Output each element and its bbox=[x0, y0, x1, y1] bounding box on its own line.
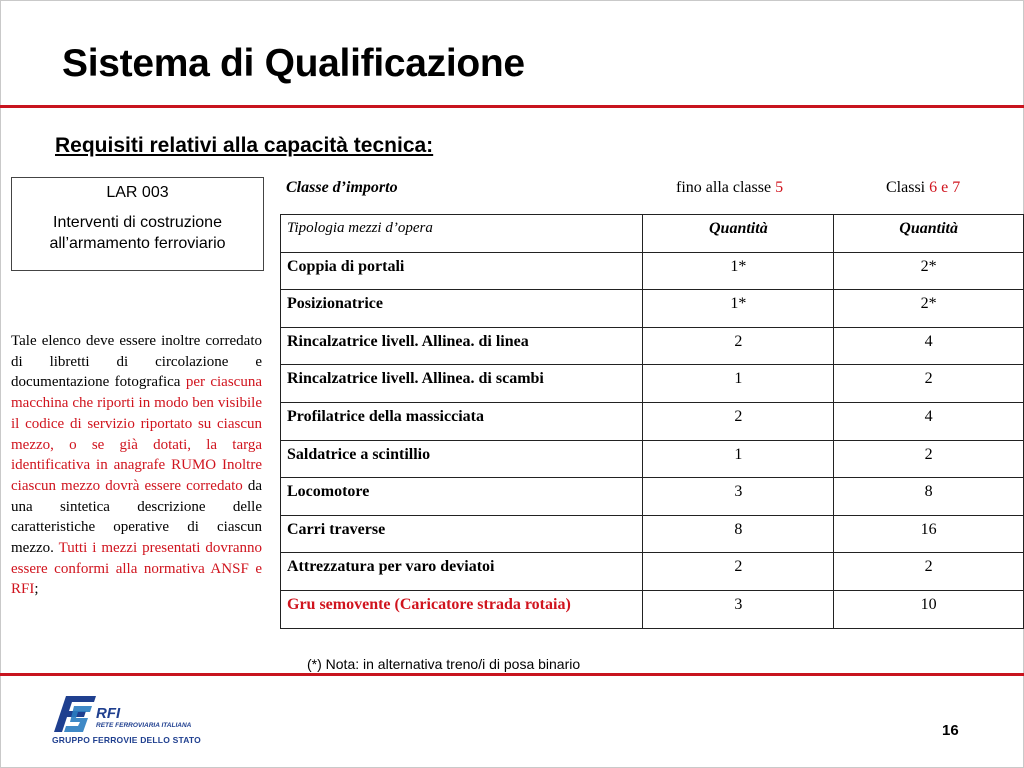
table-row bbox=[281, 365, 1024, 403]
note-text-3: da una sintetica descrizione delle caratteristiche operative di ciascun mezzo. bbox=[11, 477, 262, 557]
class-header-col2 bbox=[886, 179, 960, 197]
class-header bbox=[280, 179, 1024, 211]
section-subtitle: Requisiti relativi alla capacità tecnica: bbox=[55, 134, 434, 157]
cell-qty-6-7: 2 bbox=[834, 440, 1024, 478]
cell-equipment-type: Locomotore bbox=[281, 478, 643, 516]
header-qty-2: Quantità bbox=[834, 215, 1024, 253]
table-row bbox=[281, 440, 1024, 478]
logo-brand: RFI bbox=[96, 705, 121, 722]
cell-equipment-type: Coppia di portali bbox=[281, 252, 643, 290]
cell-qty-up-to-5: 8 bbox=[643, 515, 834, 553]
class-header-col1 bbox=[676, 179, 783, 197]
header-type: Tipologia mezzi d’opera bbox=[281, 215, 643, 253]
cell-equipment-type: Carri traverse bbox=[281, 515, 643, 553]
cell-qty-up-to-5: 1* bbox=[643, 290, 834, 328]
lar-code: LAR 003 bbox=[106, 184, 169, 201]
rfi-logo bbox=[52, 692, 252, 748]
cell-qty-6-7: 2 bbox=[834, 553, 1024, 591]
cell-equipment-type: Rincalzatrice livell. Allinea. di linea bbox=[281, 327, 643, 365]
cell-qty-up-to-5: 3 bbox=[643, 590, 834, 628]
note-text-2: per ciascuna macchina che riporti in modo ben visibile il codice di servizio riportato su ciascun mezzo, o se già dotati, la targa identificativa in anagrafe RUMO Inoltre ciascun mezzo dovrà essere corredato bbox=[11, 374, 262, 494]
col2-number-b: 7 bbox=[952, 179, 961, 196]
cell-equipment-type: Profilatrice della massicciata bbox=[281, 402, 643, 440]
lar-box bbox=[11, 177, 264, 271]
page-title: Sistema di Qualificazione bbox=[62, 42, 525, 85]
header-qty-1: Quantità bbox=[643, 215, 834, 253]
logo-line1: RETE FERROVIARIA ITALIANA bbox=[96, 722, 192, 729]
cell-qty-6-7: 2* bbox=[834, 290, 1024, 328]
table-row bbox=[281, 515, 1024, 553]
cell-qty-up-to-5: 1* bbox=[643, 252, 834, 290]
top-divider bbox=[0, 105, 1024, 108]
bottom-divider bbox=[0, 673, 1024, 676]
col1-number: 5 bbox=[775, 179, 784, 196]
table-row bbox=[281, 252, 1024, 290]
requirements-note bbox=[11, 331, 262, 600]
table-row bbox=[281, 478, 1024, 516]
col2-number-a: 6 bbox=[929, 179, 938, 196]
page-number: 16 bbox=[942, 722, 959, 739]
cell-qty-up-to-5: 3 bbox=[643, 478, 834, 516]
note-text-4: Tutti i mezzi presentati dovranno essere conformi alla normativa ANSF e RFI bbox=[11, 540, 263, 598]
table-row bbox=[281, 290, 1024, 328]
table-header-row bbox=[281, 215, 1024, 253]
cell-qty-up-to-5: 2 bbox=[643, 327, 834, 365]
cell-qty-6-7: 16 bbox=[834, 515, 1024, 553]
note-text-5: ; bbox=[34, 581, 39, 598]
col1-prefix: fino alla classe bbox=[676, 179, 776, 196]
table-row bbox=[281, 402, 1024, 440]
cell-qty-6-7: 10 bbox=[834, 590, 1024, 628]
cell-equipment-type: Saldatrice a scintillio bbox=[281, 440, 643, 478]
table-row bbox=[281, 590, 1024, 628]
cell-qty-up-to-5: 1 bbox=[643, 365, 834, 403]
cell-equipment-type: Attrezzatura per varo deviatoi bbox=[281, 553, 643, 591]
cell-equipment-type: Gru semovente (Caricatore strada rotaia) bbox=[281, 590, 643, 628]
table-row bbox=[281, 553, 1024, 591]
col2-connector: e bbox=[937, 179, 953, 196]
class-header-label: Classe d’importo bbox=[286, 179, 398, 196]
cell-qty-up-to-5: 2 bbox=[643, 402, 834, 440]
footnote: (*) Nota: in alternativa treno/i di posa binario bbox=[307, 656, 581, 672]
cell-qty-up-to-5: 2 bbox=[643, 553, 834, 591]
cell-equipment-type: Posizionatrice bbox=[281, 290, 643, 328]
table-row bbox=[281, 327, 1024, 365]
lar-description: Interventi di costruzione all’armamento ferroviario bbox=[49, 214, 226, 252]
cell-equipment-type: Rincalzatrice livell. Allinea. di scambi bbox=[281, 365, 643, 403]
note-text-1: Tale elenco deve essere inoltre corredato di libretti di circolazione e documentazione fotografica bbox=[11, 333, 262, 391]
logo-line2: GRUPPO FERROVIE DELLO STATO bbox=[52, 735, 201, 745]
cell-qty-6-7: 4 bbox=[834, 402, 1024, 440]
cell-qty-6-7: 2 bbox=[834, 365, 1024, 403]
cell-qty-6-7: 8 bbox=[834, 478, 1024, 516]
col2-prefix: Classi bbox=[886, 179, 930, 196]
equipment-table bbox=[280, 214, 1024, 629]
cell-qty-6-7: 4 bbox=[834, 327, 1024, 365]
cell-qty-6-7: 2* bbox=[834, 252, 1024, 290]
cell-qty-up-to-5: 1 bbox=[643, 440, 834, 478]
